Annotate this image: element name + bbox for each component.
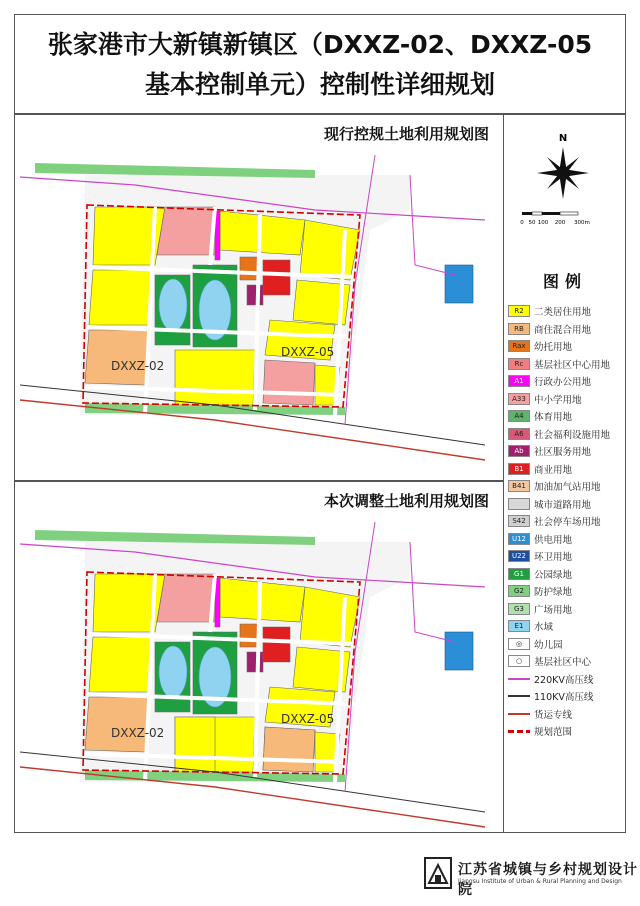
legend-item	[508, 618, 624, 635]
legend-item	[508, 566, 624, 583]
legend-label: 幼托用地	[534, 342, 573, 353]
legend-item	[508, 706, 624, 723]
parcel-r2	[89, 270, 153, 325]
legend-item	[508, 478, 624, 495]
legend-label: 社会福利设施用地	[534, 429, 611, 441]
legend-swatch: B41	[508, 480, 530, 492]
parcel-r2	[89, 637, 153, 692]
legend-label: 220KV高压线	[534, 674, 594, 686]
legend-label: 货运专线	[534, 709, 573, 721]
legend-label: 商住混合用地	[534, 324, 592, 336]
legend-swatch: A33	[508, 393, 530, 405]
parcel-school	[263, 360, 315, 405]
scale-tick: 50	[528, 220, 536, 226]
legend-item	[508, 601, 624, 618]
institute-name-en: Jiangsu Institute of Urban & Rural Planning and Design	[458, 878, 622, 885]
legend-item	[508, 636, 624, 653]
lake	[159, 279, 187, 331]
parcel-power-supply	[445, 265, 473, 303]
legend-label: 社区服务用地	[534, 447, 592, 458]
north-label: N	[558, 133, 568, 144]
parcel-r2	[175, 350, 255, 405]
legend-swatch: U12	[508, 533, 530, 545]
legend-item	[508, 671, 624, 688]
legend-swatch: B1	[508, 463, 530, 475]
adjusted-plan-title: 本次调整土地利用规划图	[323, 492, 489, 510]
north-arrow-icon	[530, 131, 596, 205]
legend-label: 商业用地	[534, 464, 573, 476]
parcel-r2	[300, 587, 360, 647]
legend-swatch: Rax	[508, 340, 530, 352]
legend-line-swatch	[508, 713, 530, 715]
legend-label: 规划范围	[534, 727, 573, 738]
current-plan-map	[15, 115, 504, 481]
legend-label: 加油加气站用地	[534, 482, 601, 493]
legend-swatch	[508, 498, 530, 510]
legend-swatch: G3	[508, 603, 530, 615]
legend-swatch: ◎	[508, 638, 530, 650]
legend-label: 110KV高压线	[534, 692, 594, 703]
legend-column	[504, 114, 626, 833]
parcel-school	[157, 207, 215, 255]
footer	[0, 833, 640, 906]
legend-item	[508, 391, 624, 408]
legend-swatch: A6	[508, 428, 530, 440]
legend-item	[508, 461, 624, 478]
legend-label: 基层社区中心用地	[534, 359, 611, 371]
scale-tick: 200	[554, 220, 566, 226]
adjusted-plan-map	[15, 482, 504, 833]
parcel-r2	[300, 220, 360, 280]
legend-item	[508, 408, 624, 425]
legend-swatch: A1	[508, 375, 530, 387]
institute-name: 江苏省城镇与乡村规划设计院	[458, 862, 638, 898]
title-block	[14, 14, 626, 114]
parcel-school	[157, 574, 215, 622]
legend-item	[508, 321, 624, 338]
parcel-mixed-use	[85, 697, 150, 752]
current-plan-title: 现行控规土地利用规划图	[323, 125, 489, 143]
legend-swatch: S42	[508, 515, 530, 527]
legend-item	[508, 356, 624, 373]
zone-label-05: DXXZ-05	[281, 345, 335, 359]
legend-swatch: ○	[508, 655, 530, 667]
legend-line-swatch	[508, 730, 530, 733]
zone-label-02: DXXZ-02	[111, 726, 165, 740]
legend-label: 二类居住用地	[534, 307, 592, 318]
scale-tick: 0	[520, 220, 524, 226]
legend-line-swatch	[508, 695, 530, 697]
legend-label: 社会停车场用地	[534, 517, 601, 528]
legend-item	[508, 426, 624, 443]
institute-logo-icon	[424, 857, 452, 889]
legend-item	[508, 513, 624, 530]
legend-item	[508, 531, 624, 548]
legend-swatch: R2	[508, 305, 530, 317]
legend-swatch: G1	[508, 568, 530, 580]
legend-label: 幼儿园	[534, 639, 563, 651]
legend-item	[508, 338, 624, 355]
legend-swatch: Ab	[508, 445, 530, 457]
zone-label-02: DXXZ-02	[111, 359, 165, 373]
legend-label: 中小学用地	[534, 394, 582, 406]
legend-swatch: G2	[508, 585, 530, 597]
zone-label-05: DXXZ-05	[281, 712, 335, 726]
parcel-mixed-use	[85, 330, 150, 385]
parcel-community-service	[247, 285, 263, 305]
adjusted-plan-map-panel	[14, 481, 504, 833]
legend-label: 基层社区中心	[534, 657, 592, 668]
legend-label: 供电用地	[534, 534, 573, 546]
legend-label: 公园绿地	[534, 569, 573, 581]
legend-label: 城市道路用地	[534, 499, 592, 511]
title-line-1: 张家港市大新镇新镇区（DXXZ-02、DXXZ-05	[47, 30, 593, 59]
legend-item	[508, 373, 624, 390]
parcel-power-supply	[445, 632, 473, 670]
map-base	[15, 115, 504, 481]
scale-tick: 300m	[574, 220, 590, 226]
current-plan-map-panel	[14, 114, 504, 481]
scale-bar	[518, 209, 608, 229]
legend-item	[508, 723, 624, 740]
legend-label: 行政办公用地	[534, 377, 592, 388]
legend-label: 环卫用地	[534, 552, 573, 563]
legend-item	[508, 303, 624, 320]
parcel-mixed-use	[263, 727, 315, 772]
legend-swatch: E1	[508, 620, 530, 632]
legend-item	[508, 496, 624, 513]
legend-title: 图例	[542, 272, 587, 291]
legend-line-swatch	[508, 678, 530, 680]
scale-tick: 100	[537, 220, 549, 226]
legend-item	[508, 548, 624, 565]
map-base	[15, 482, 504, 833]
legend-item	[508, 583, 624, 600]
parcel-commercial	[263, 627, 290, 662]
legend-label: 防护绿地	[534, 587, 573, 598]
legend-swatch: RB	[508, 323, 530, 335]
legend-item	[508, 688, 624, 705]
parcel-commercial	[263, 260, 290, 295]
legend-label: 水域	[534, 622, 554, 633]
parcel-community-service	[247, 652, 263, 672]
legend-item	[508, 653, 624, 670]
legend-label: 广场用地	[534, 604, 573, 616]
legend-swatch: A4	[508, 410, 530, 422]
legend-swatch: U22	[508, 550, 530, 562]
title-line-2: 基本控制单元）控制性详细规划	[144, 70, 495, 99]
legend-swatch: Rc	[508, 358, 530, 370]
parcel-r2	[175, 717, 215, 772]
legend-item	[508, 443, 624, 460]
lake	[159, 646, 187, 698]
legend-label: 体育用地	[534, 412, 573, 423]
